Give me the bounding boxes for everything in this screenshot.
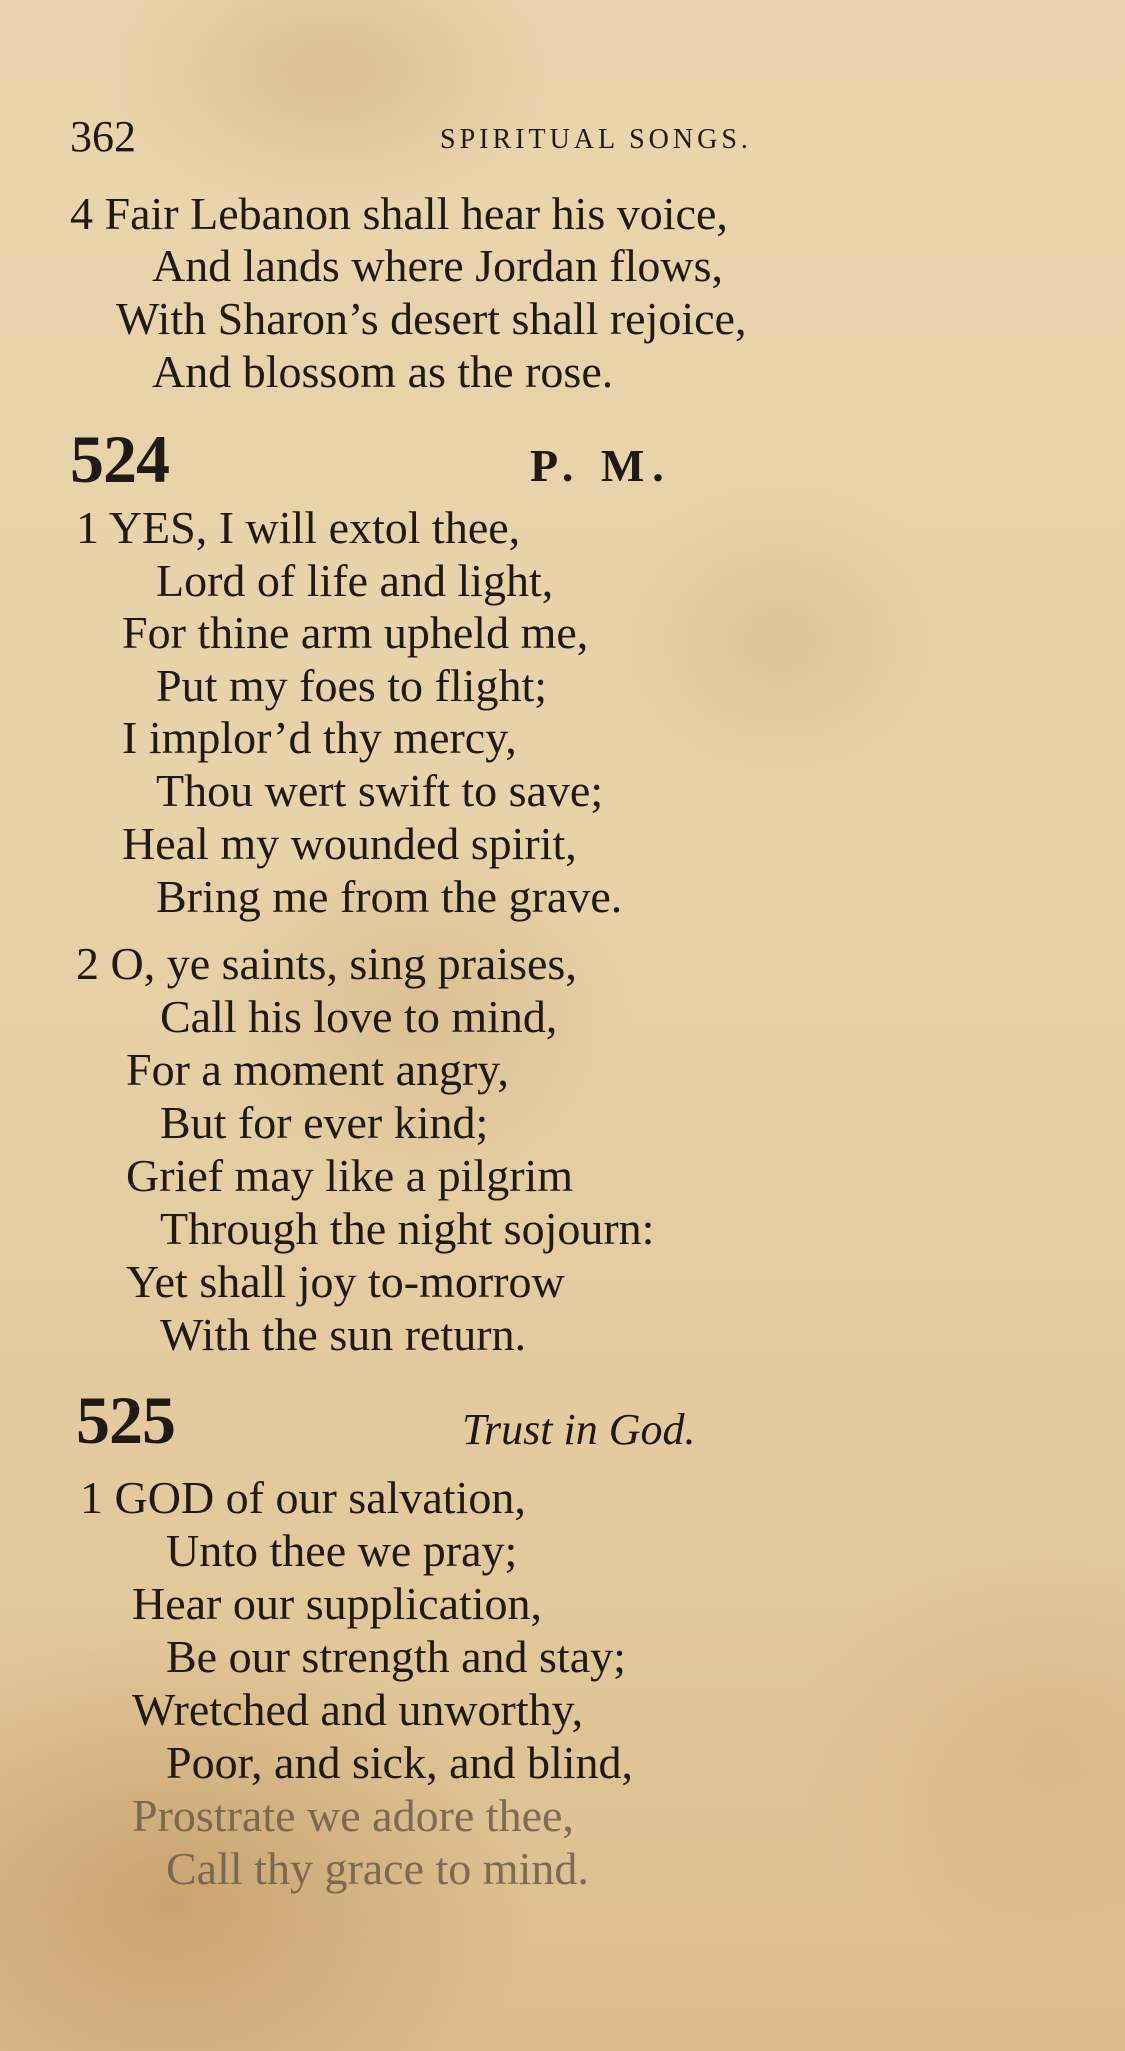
verse-line: 1 GOD of our salvation, [80, 1472, 526, 1523]
hymn-number: 525 [76, 1382, 175, 1458]
hymn-number: 524 [70, 421, 169, 497]
verse-line: Poor, and sick, and blind, [166, 1737, 634, 1788]
verse-line: 4 Fair Lebanon shall hear his voice, [70, 188, 728, 239]
verse-line: Lord of life and light, [156, 555, 554, 606]
verse-line: For a moment angry, [126, 1044, 509, 1095]
verse-line: Yet shall joy to-morrow [126, 1256, 565, 1307]
page-number: 362 [70, 112, 136, 161]
verse-line: Call his love to mind, [160, 991, 558, 1042]
verse-line: With Sharon’s desert shall rejoice, [116, 293, 747, 344]
verse-line: I implor’d thy mercy, [122, 712, 517, 763]
verse-line: Be our strength and stay; [166, 1631, 626, 1682]
verse-line: 2 O, ye saints, sing praises, [76, 938, 577, 989]
verse-line: Prostrate we adore thee, [132, 1790, 574, 1841]
verse-line: Thou wert swift to save; [156, 765, 604, 816]
hymn-meter: P. M. [530, 440, 672, 491]
verse-line: Heal my wounded spirit, [122, 818, 577, 869]
verse-line: And blossom as the rose. [152, 346, 614, 397]
verse-line: Through the night sojourn: [160, 1203, 655, 1254]
verse-line: Call thy grace to mind. [166, 1843, 589, 1894]
verse-line: Grief may like a pilgrim [126, 1150, 574, 1201]
verse-line: But for ever kind; [160, 1097, 489, 1148]
verse-line: Hear our supplication, [132, 1578, 543, 1629]
verse-line: Bring me from the grave. [156, 871, 623, 922]
verse-line: Unto thee we pray; [166, 1525, 518, 1576]
hymn-subject: Trust in God. [462, 1405, 696, 1454]
verse-line: 1 YES, I will extol thee, [76, 502, 521, 553]
verse-line: Wretched and unworthy, [132, 1684, 584, 1735]
running-head [70, 112, 830, 162]
verse-line: For thine arm upheld me, [122, 607, 589, 658]
verse-line: And lands where Jordan flows, [152, 240, 724, 291]
verse-line: Put my foes to flight; [156, 660, 547, 711]
running-title: SPIRITUAL SONGS. [440, 124, 752, 155]
verse-line: With the sun return. [160, 1309, 527, 1360]
